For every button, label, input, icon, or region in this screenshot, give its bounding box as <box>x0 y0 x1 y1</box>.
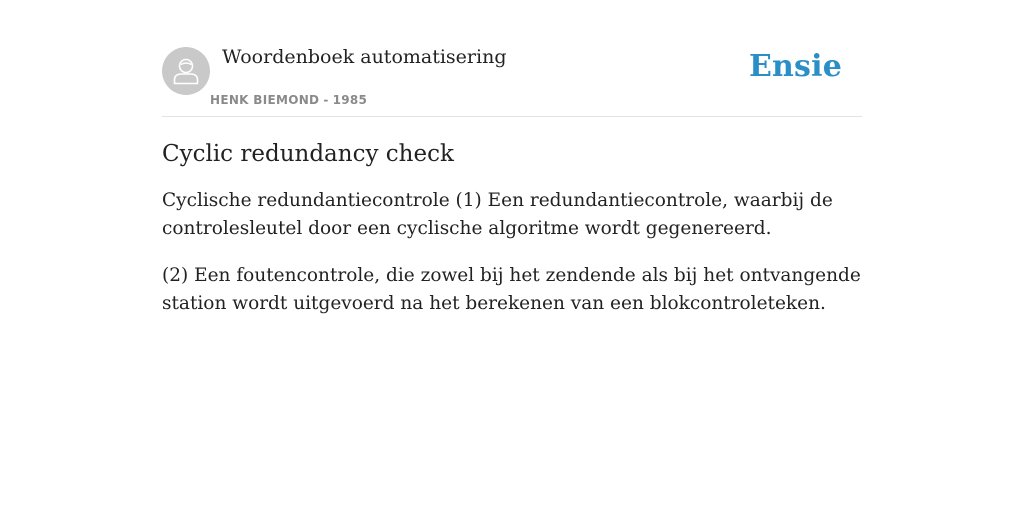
ensie-logo[interactable]: Ensie <box>748 49 842 84</box>
entry-paragraph: (2) Een foutencontrole, die zowel bij het zendende als bij het ontvangende station wordt uitgevoerd na het berekenen van een blokcontroleteken. <box>162 265 861 314</box>
book-title[interactable]: Woordenboek automatisering <box>222 46 507 68</box>
byline <box>210 93 367 107</box>
entry-content <box>162 138 862 337</box>
user-icon <box>162 47 210 95</box>
author-avatar[interactable] <box>162 47 210 95</box>
publication-year: 1985 <box>332 93 368 107</box>
entry-title: Cyclic redundancy check <box>162 141 454 167</box>
byline-separator: - <box>323 93 329 107</box>
author-name[interactable]: HENK BIEMOND <box>210 93 320 107</box>
header <box>162 40 862 117</box>
entry-paragraph: Cyclische redundantiecontrole (1) Een redundantiecontrole, waarbij de controlesleutel door een cyclische algoritme wordt gegenereerd. <box>162 190 833 239</box>
